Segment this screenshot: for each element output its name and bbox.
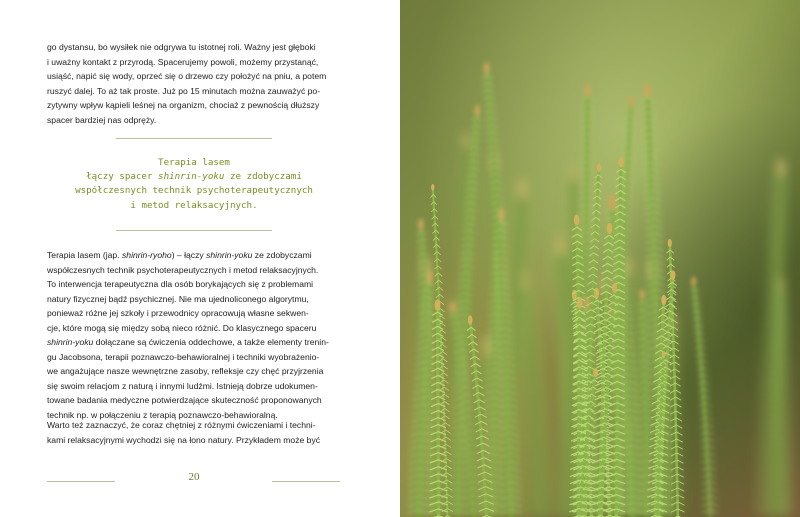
paragraph-closing [47, 418, 341, 447]
text-emphasis: shinrin-yoku [206, 250, 253, 260]
text-line: go dystansu, bo wysiłek nie odgrywa tu istotnej roli. Ważny jest głęboki [47, 42, 316, 52]
text-line: towane badania medyczne potwierdzające skuteczność proponowanych [47, 395, 322, 405]
text-line: współczesnych technik psychoterapeutycznych i metod relaksacyjnych. [47, 264, 319, 275]
text-line: technik np. w połączeniu z terapią poznawczo-behawioralną. [47, 409, 278, 420]
text-line: natury fizycznej bądź psychicznej. Nie ma ujednoliconego algorytmu, [47, 293, 309, 304]
text-emphasis: shinrin-ryoho [122, 250, 172, 260]
text-line: we angażujące nasze wewnętrzne zasoby, refleksje czy chęć przyjrzenia [47, 366, 324, 376]
text-line: gu Jacobsona, terapii poznawczo-behawioralnej i techniki wyobrażenio- [47, 351, 320, 362]
text-line: się swoim relacjom z naturą i innymi ludźmi. Istnieją dobrze udokumen- [47, 380, 318, 391]
text-run: dołączane są ćwiczenia oddechowe, a także elementy trenin- [93, 337, 329, 347]
text-line: To interwencja terapeutyczna dla osób borykających się z problemami [47, 279, 314, 289]
pull-quote-emphasis: shinrin-yoku [158, 171, 225, 183]
pull-quote [64, 156, 324, 213]
text-line [47, 335, 341, 350]
paragraph-therapy [47, 248, 341, 422]
text-line: cje, które mogą się między sobą nieco różnić. Do klasycznego spaceru [47, 322, 317, 333]
pull-quote-line: współczesnych technik psychoterapeutycznych [75, 185, 313, 197]
pull-quote-line [64, 170, 324, 184]
club-moss-photo [400, 0, 800, 517]
paragraph-intro [47, 40, 341, 127]
text-line: usiąść, napić się wody, oprzeć się o drzewo czy położyć na pniu, a potem [47, 71, 327, 81]
text-line [47, 248, 341, 263]
page-number: 20 [188, 471, 200, 483]
text-run: ) – łączy [171, 250, 207, 260]
text-line: ponieważ różne jej szkoły i przewodnicy opracowują własne sekwen- [47, 308, 309, 318]
pull-quote-line: i metod relaksacyjnych. [130, 199, 258, 211]
pull-quote-bottom-rule [116, 230, 272, 231]
pull-quote-top-rule [116, 138, 272, 139]
text-emphasis: shinrin-yoku [47, 337, 94, 347]
text-line: zytywny wpływ kąpieli leśnej na organizm, chociaż z pewnością dłuższy [47, 100, 320, 110]
text-run: ze zdobyczami [252, 250, 312, 260]
footer-rule-left [47, 481, 115, 482]
pull-quote-text: ze zdobyczami [224, 171, 302, 183]
text-line: Warto też zaznaczyć, że coraz chętniej z różnymi ćwiczeniami i techni- [47, 420, 316, 430]
text-run: Terapia lasem (jap. [47, 250, 122, 260]
pull-quote-text: łączy spacer [86, 171, 159, 183]
text-line: kami relaksacyjnymi wychodzi się na łono natury. Przykładem może być [47, 434, 321, 445]
footer-rule-right [272, 481, 340, 482]
pull-quote-line: Terapia lasem [158, 157, 230, 168]
club-moss-photo-illustration [400, 0, 800, 517]
text-line: spacer bardziej nas odpręży. [47, 114, 157, 125]
text-line: ruszyć dalej. To aż tak proste. Już po 15 minutach można zauważyć po- [47, 85, 321, 96]
text-line: i uważny kontakt z przyrodą. Spacerujemy powoli, możemy przystanąć, [47, 56, 319, 67]
